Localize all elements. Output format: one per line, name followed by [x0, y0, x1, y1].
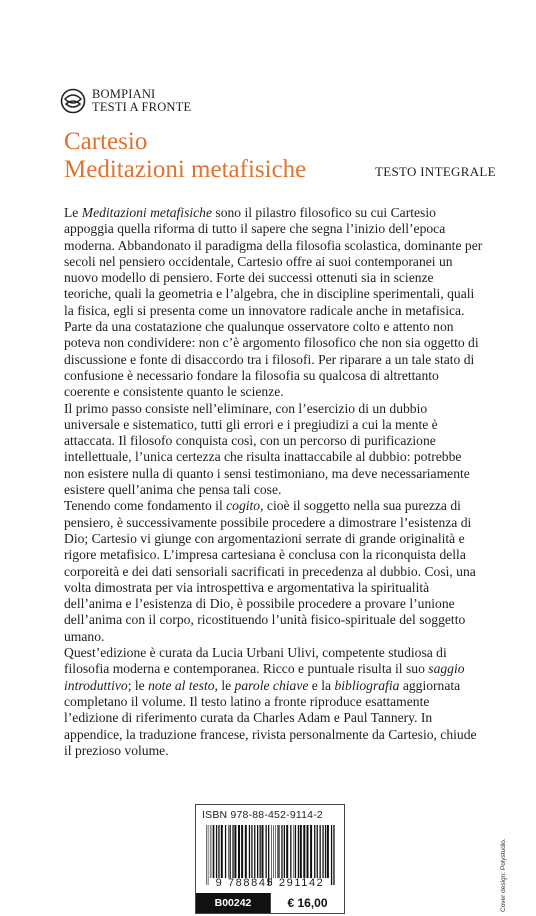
- barcode-bar: [310, 825, 312, 878]
- blurb-run: , cioè il soggetto nella sua purezza di pensiero, è successivamente possibile procedere a dimostrare l’esistenza di Dio; Cartesio vi giunge con argomentazioni serrate di grande originalità e rigore metafisico. L’impresa cartesiana è conclusa con la riconquista della corporeità e dei dati sensoriali sacrificati in precedenza al dubbio. Così, una volta dimostrata per via introspettiva e argomentativa la spiritualità dell’anima e l’esistenza di Dio, è possibile procedere a provare l’unione dell’anima con il corpo, ricostituendo l’unità fisico-spirituale del soggetto umano.: [64, 498, 476, 644]
- barcode-bar: [307, 825, 309, 878]
- barcode-bar: [206, 825, 207, 885]
- barcode-bar: [290, 825, 291, 878]
- barcode-bar: [284, 825, 285, 878]
- barcode-bar: [257, 825, 258, 878]
- barcode-bar: [314, 825, 315, 878]
- blurb-paragraph: [64, 645, 484, 759]
- barcode-bar: [254, 825, 255, 878]
- barcode-bar: [262, 825, 264, 878]
- book-code: B00242: [196, 893, 270, 913]
- barcode-bar: [278, 825, 279, 878]
- barcode-bar: [266, 825, 267, 878]
- blurb-run: Quest’edizione è curata da Lucia Urbani Ulivi, competente studiosa di filosofia moderna e contemporanea. Ricco e puntuale risulta il suo: [64, 645, 447, 677]
- barcode-bar: [320, 825, 321, 878]
- barcode-bar: [298, 825, 299, 878]
- barcode-bar: [208, 825, 209, 885]
- barcode-bar: [238, 825, 240, 878]
- blurb-paragraph: [64, 205, 484, 401]
- blurb-paragraph: [64, 401, 484, 499]
- edition-label: TESTO INTEGRALE: [375, 164, 496, 179]
- barcode-bar: [230, 825, 231, 878]
- blurb-run: e la: [308, 677, 335, 693]
- cover-credit: Cover design: Polystudio.: [500, 838, 507, 912]
- barcode-bar: [232, 825, 233, 878]
- publisher-logo: [60, 86, 260, 116]
- barcode-bar: [327, 825, 329, 878]
- publisher-line-2: TESTI A FRONTE: [92, 100, 192, 114]
- barcode-bar: [281, 825, 282, 878]
- barcode-bar: [295, 825, 296, 878]
- book-author: Cartesio: [64, 128, 148, 155]
- barcode-bar: [273, 825, 274, 878]
- blurb-run: Tenendo come fondamento il: [64, 498, 227, 514]
- barcode-bar: [277, 825, 278, 878]
- publisher-line-1: BOMPIANI: [92, 87, 156, 101]
- blurb-paragraph: [64, 498, 484, 645]
- publisher-name: [92, 88, 191, 114]
- barcode-bar: [271, 825, 272, 885]
- blurb-run: sono il pilastro filosofico su cui Cartesio appoggia quella riforma di tutto il sapere che segna l’inizio dell’epoca moderna. Abbandonato il paradigma della filosofia scolastica, dominante per secoli nel pensiero occidentale, Cartesio offre ai suoi contemporanei un nuovo modello di pensiero. Forte dei successi ottenuti sia in scienze teoriche, quali la geometria e l’algebra, che in discipline sperimentali, quali la fisica, egli si presenta come un innovatore radicale anche in metafisica. Parte da una costatazione che qualunque osservatore colto e attento non poteva non condividere: non c’è argomento filosofico che non sia oggetto di discussione e fonte di disaccordo tra i filosofi. Per riparare a un tale stato di confusione è necessario fondare la filosofia su qualcosa di altrettanto coerente e consistente quanto le scienze.: [64, 205, 483, 400]
- barcode-bar: [322, 825, 323, 878]
- isbn-text: ISBN 978-88-452-9114-2: [202, 809, 323, 821]
- barcode-bar: [303, 825, 305, 878]
- barcode-bar: [241, 825, 243, 878]
- barcode-bar: [212, 825, 213, 878]
- barcode-bar: [275, 825, 276, 878]
- blurb-italic-run: parole chiave: [234, 677, 309, 693]
- back-cover-blurb: [64, 205, 484, 759]
- book-title: Meditazioni metafisiche: [64, 156, 307, 183]
- blurb-run: Il primo passo consiste nell’eliminare, con l’esercizio di un dubbio universale e sistematico, tutti gli errori e i pregiudizi a cui la mente è attaccata. Il filosofo conquista così, con un percorso di purificazione intellettuale, l’unica certezza che risulta inattaccabile al dubbio: potrebbe non esistere nulla di quanto i sensi testimoniano, ma deve necessariamente esistere quell’anima che pensa tali cose.: [64, 400, 470, 498]
- price: € 16,00: [270, 893, 344, 913]
- blurb-run: Le: [64, 205, 82, 220]
- barcode-bar: [234, 825, 236, 878]
- blurb-run: , le: [214, 677, 235, 693]
- barcode-bar: [333, 825, 334, 885]
- barcode-bar: [260, 825, 261, 878]
- bompiani-rose-logo-icon: [60, 88, 86, 114]
- blurb-run: aggiornata completano il volume. Il testo latino a fronte riproduce esattamente l’edizione di riferimento curata da Charles Adam e Paul Tannery. In appendice, la traduzione francese, rivista personalmente da Cartesio, chiude il prezioso volume.: [64, 677, 477, 758]
- barcode-bar: [228, 825, 229, 878]
- blurb-italic-run: cogito: [226, 498, 261, 514]
- barcode-bar: [216, 825, 217, 878]
- barcode-bar: [249, 825, 250, 878]
- barcode-bar: [268, 825, 269, 885]
- barcode-box: [195, 804, 345, 914]
- barcode-bar: [225, 825, 226, 878]
- barcode-bar: [210, 825, 211, 878]
- blurb-italic-run: Meditazioni metafisiche: [81, 205, 212, 220]
- barcode-bar: [218, 825, 219, 878]
- barcode-bar: [300, 825, 302, 878]
- barcode-bar: [286, 825, 288, 878]
- barcode-icon: [204, 825, 336, 885]
- barcode-bar: [221, 825, 223, 878]
- barcode-bar: [251, 825, 252, 878]
- barcode-bar: [294, 825, 295, 878]
- barcode-bar: [213, 825, 214, 878]
- barcode-digits: 9 788845 291142: [215, 877, 325, 889]
- barcode-bar: [245, 825, 247, 878]
- barcode-bar: [325, 825, 326, 878]
- barcode-bar: [331, 825, 332, 885]
- blurb-run: ; le: [127, 677, 149, 693]
- barcode-bar: [317, 825, 318, 878]
- blurb-italic-run: note al testo: [148, 677, 215, 693]
- blurb-italic-run: bibliografia: [334, 677, 400, 693]
- blurb-italic-run: saggio introduttivo: [64, 661, 465, 693]
